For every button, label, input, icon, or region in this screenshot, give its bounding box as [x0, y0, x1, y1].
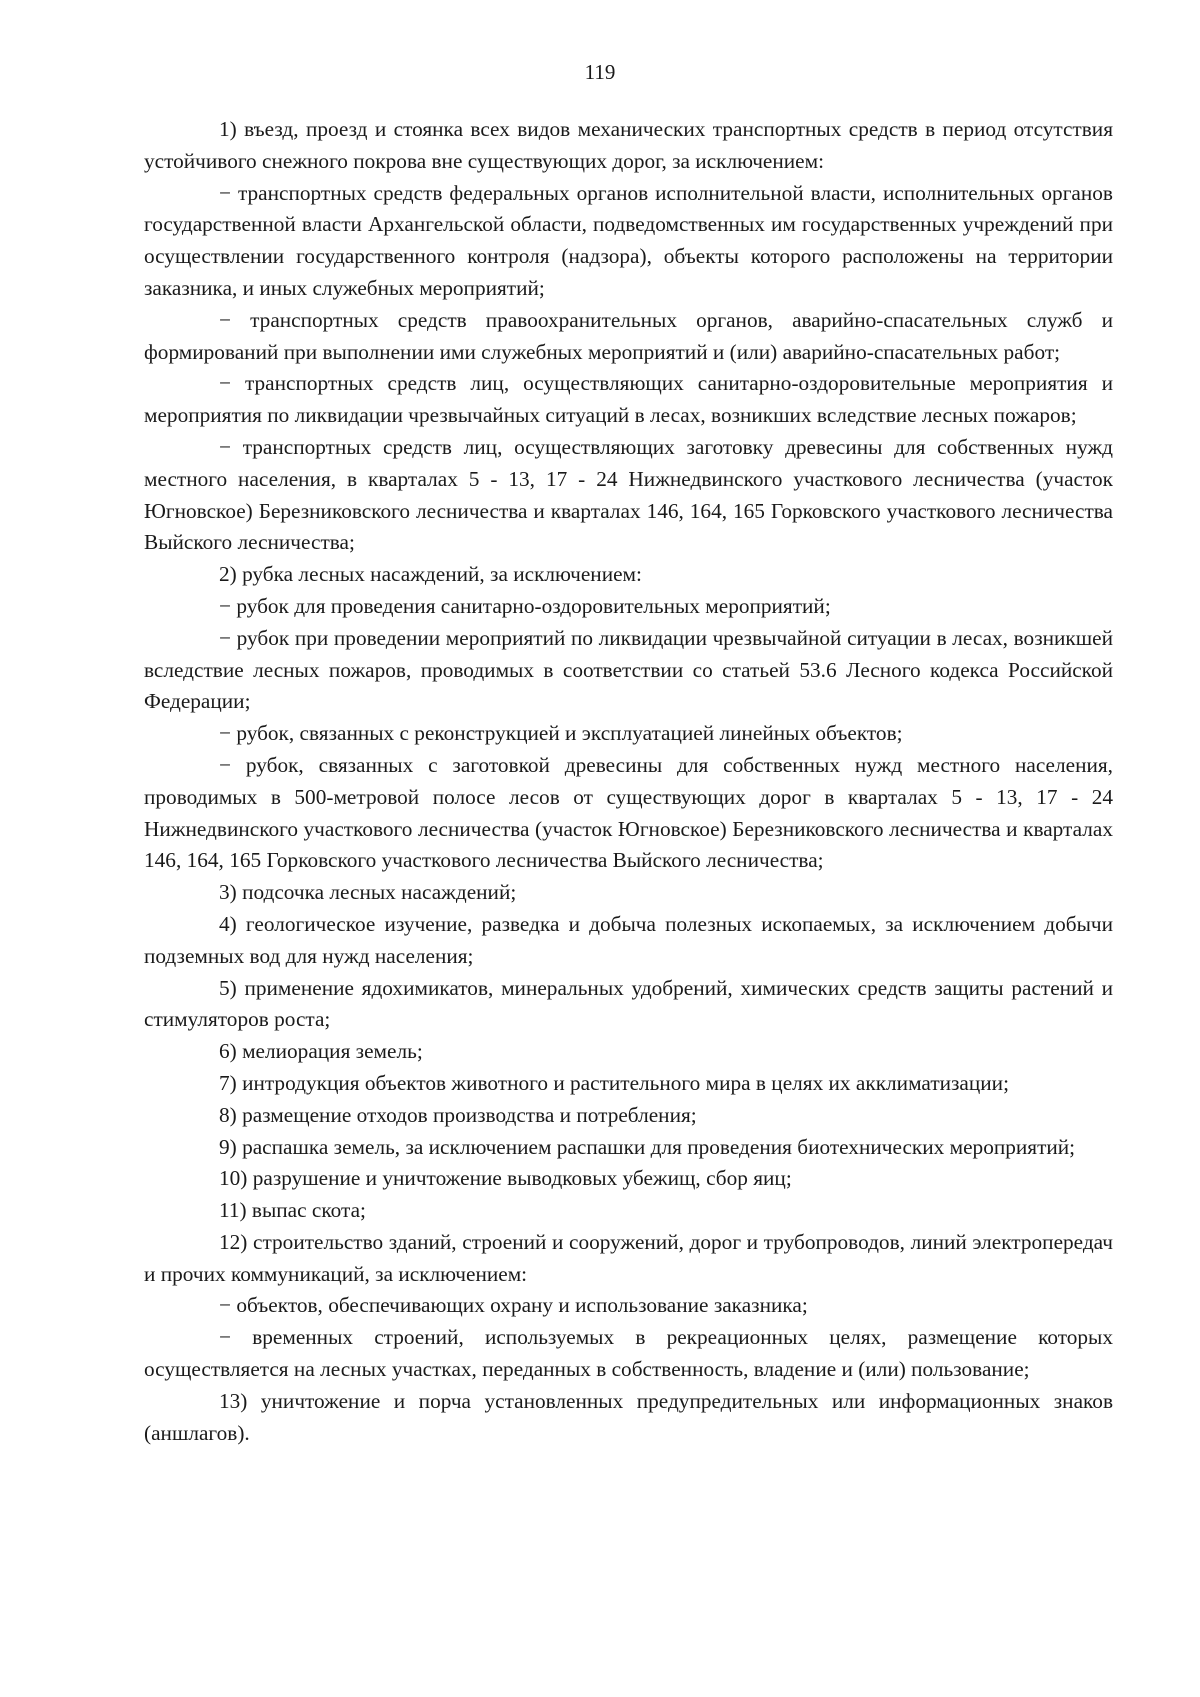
paragraph-item-1: 1) въезд, проезд и стоянка всех видов механических транспортных средств в период отсутствия устойчивого снежного покрова вне существующих дорог, за исключением:	[144, 117, 1113, 173]
document-body	[144, 114, 1113, 1449]
paragraph-item-7: 7) интродукция объектов животного и растительного мира в целях их акклиматизации;	[219, 1070, 1009, 1095]
paragraph-subitem: − рубок для проведения санитарно-оздоровительных мероприятий;	[219, 593, 831, 618]
paragraph-subitem: − транспортных средств федеральных органов исполнительной власти, исполнительных органов государственной власти Архангельской области, подведомственных им государственных учреждений при осуществлении государственного контроля (надзора), объекты которого расположены на территории заказника, и иных служебных мероприятий;	[144, 180, 1113, 300]
paragraph-subitem: − объектов, обеспечивающих охрану и использование заказника;	[219, 1293, 808, 1318]
paragraph-item-8: 8) размещение отходов производства и потребления;	[219, 1102, 697, 1127]
paragraph-subitem: − рубок, связанных с реконструкцией и эксплуатацией линейных объектов;	[219, 721, 903, 746]
paragraph-item-11: 11) выпас скота;	[219, 1198, 366, 1223]
paragraph-item-13: 13) уничтожение и порча установленных предупредительных или информационных знаков (аншлагов).	[144, 1388, 1113, 1445]
paragraph-subitem: − временных строений, используемых в рекреационных целях, размещение которых осуществляется на лесных участках, переданных в собственность, владение и (или) пользование;	[144, 1325, 1113, 1382]
paragraph-item-9: 9) распашка земель, за исключением распашки для проведения биотехнических мероприятий;	[219, 1134, 1076, 1159]
paragraph-subitem: − рубок, связанных с заготовкой древесины для собственных нужд местного населения, проводимых в 500-метровой полосе лесов от существующих дорог в кварталах 5 - 13, 17 - 24 Нижнедвинского участкового лесничества (участок Югновское) Березниковского лесничества и кварталах 146, 164, 165 Горковского участкового лесничества Выйского лесничества;	[144, 752, 1113, 873]
paragraph-subitem: − транспортных средств лиц, осуществляющих заготовку древесины для собственных нужд местного населения, в кварталах 5 - 13, 17 - 24 Нижнедвинского участкового лесничества (участок Югновское) Березниковского лесничества и кварталах 146, 164, 165 Горковского участкового лесничества Выйского лесничества;	[144, 434, 1113, 555]
paragraph-item-3: 3) подсочка лесных насаждений;	[219, 880, 517, 905]
paragraph-item-10: 10) разрушение и уничтожение выводковых убежищ, сбор яиц;	[219, 1166, 792, 1191]
paragraph-subitem: − рубок при проведении мероприятий по ликвидации чрезвычайной ситуации в лесах, возникшей вследствие лесных пожаров, проводимых в соответствии со статьей 53.6 Лесного кодекса Российской Федерации;	[144, 625, 1113, 714]
page-number: 119	[584, 60, 616, 84]
paragraph-item-12: 12) строительство зданий, строений и сооружений, дорог и трубопроводов, линий электропередач и прочих коммуникаций, за исключением:	[144, 1229, 1113, 1286]
paragraph-subitem: − транспортных средств правоохранительных органов, аварийно-спасательных служб и формирований при выполнении ими служебных мероприятий и (или) аварийно-спасательных работ;	[144, 307, 1113, 364]
paragraph-item-2: 2) рубка лесных насаждений, за исключением:	[219, 562, 642, 587]
paragraph-item-5: 5) применение ядохимикатов, минеральных удобрений, химических средств защиты растений и стимуляторов роста;	[144, 975, 1113, 1032]
paragraph-item-6: 6) мелиорация земель;	[219, 1039, 423, 1064]
paragraph-item-4: 4) геологическое изучение, разведка и добыча полезных ископаемых, за исключением добычи подземных вод для нужд населения;	[144, 911, 1113, 968]
paragraph-subitem: − транспортных средств лиц, осуществляющих санитарно-оздоровительные мероприятия и мероприятия по ликвидации чрезвычайных ситуаций в лесах, возникших вследствие лесных пожаров;	[144, 371, 1113, 428]
